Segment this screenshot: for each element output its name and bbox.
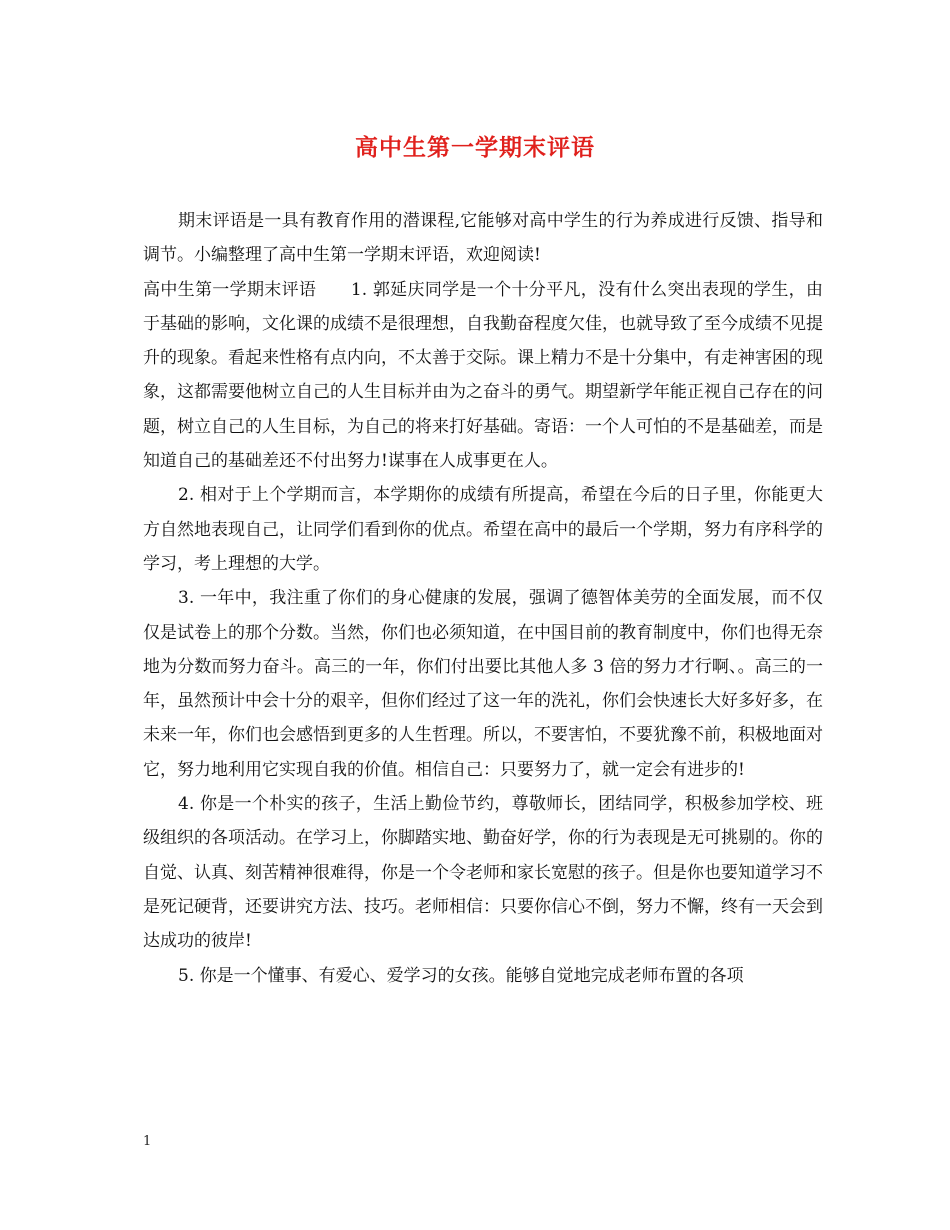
- document-body: [143, 204, 823, 993]
- comment-paragraph-2: 2. 相对于上个学期而言，本学期你的成绩有所提高，希望在今后的日子里，你能更大方自然地表现自己，让同学们看到你的优点。希望在高中的最后一个学期，努力有序科学的学习，考上理想的大学。: [143, 485, 823, 574]
- page-number: 1: [143, 1134, 152, 1149]
- comment-paragraph-1: 高中生第一学期末评语 1. 郭延庆同学是一个十分平凡，没有什么突出表现的学生，由于基础的影响，文化课的成绩不是很理想，自我勤奋程度欠佳，也就导致了至今成绩不见提升的现象。看起来性格有点内向，不太善于交际。课上精力不是十分集中，有走神害困的现象，这都需要他树立自己的人生目标并由为之奋斗的勇气。期望新学年能正视自己存在的问题，树立自己的人生目标，为自己的将来打好基础。寄语：一个人可怕的不是基础差，而是知道自己的基础差还不付出努力!谋事在人成事更在人。: [143, 279, 823, 472]
- intro-paragraph: 期末评语是一具有教育作用的潜课程,它能够对高中学生的行为养成进行反馈、指导和调节。小编整理了高中生第一学期末评语，欢迎阅读!: [143, 211, 823, 266]
- comment-paragraph-4: 4. 你是一个朴实的孩子，生活上勤俭节约，尊敬师长，团结同学，积极参加学校、班级组织的各项活动。在学习上，你脚踏实地、勤奋好学，你的行为表现是无可挑剔的。你的自觉、认真、刻苦精神很难得，你是一个令老师和家长宽慰的孩子。但是你也要知道学习不是死记硬背，还要讲究方法、技巧。老师相信：只要你信心不倒，努力不懈，终有一天会到达成功的彼岸!: [143, 794, 823, 952]
- comment-paragraph-3: 3. 一年中，我注重了你们的身心健康的发展，强调了德智体美劳的全面发展，而不仅仅是试卷上的那个分数。当然，你们也必须知道，在中国目前的教育制度中，你们也得无奈地为分数而努力奋斗。高三的一年，你们付出要比其他人多 3 倍的努力才行啊、。高三的一年，虽然预计中会十分的艰辛，但你们经过了这一年的洗礼，你们会快速长大好多好多，在未来一年，你们也会感悟到更多的人生哲理。所以，不要害怕，不要犹豫不前，积极地面对它，努力地利用它实现自我的价值。相信自己：只要努力了，就一定会有进步的!: [143, 588, 823, 780]
- document-title: 高中生第一学期末评语: [355, 134, 595, 161]
- comment-paragraph-5: 5. 你是一个懂事、有爱心、爱学习的女孩。能够自觉地完成老师布置的各项: [178, 965, 744, 986]
